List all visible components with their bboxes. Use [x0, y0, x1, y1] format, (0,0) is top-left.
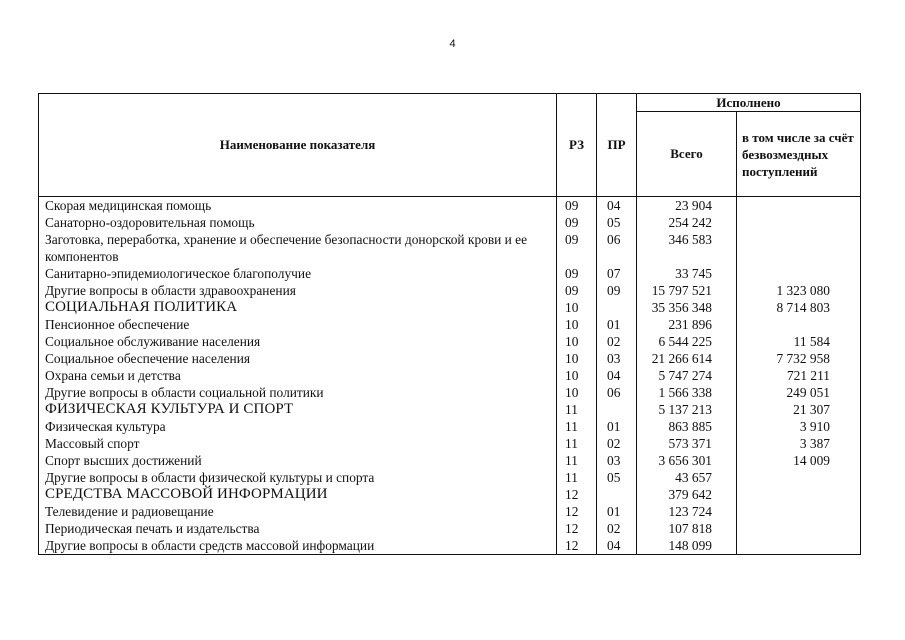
table-body	[39, 197, 861, 555]
row-rz-code: 11	[557, 435, 597, 452]
row-rz-code: 11	[557, 469, 597, 486]
table-row	[39, 265, 861, 282]
row-gratuitous	[737, 197, 861, 215]
row-rz-code: 12	[557, 520, 597, 537]
row-total: 15 797 521	[637, 282, 737, 299]
row-gratuitous	[737, 214, 861, 231]
row-gratuitous: 8 714 803	[737, 299, 861, 316]
row-name: Периодическая печать и издательства	[39, 520, 557, 537]
row-total: 3 656 301	[637, 452, 737, 469]
row-gratuitous: 249 051	[737, 384, 861, 401]
row-gratuitous: 11 584	[737, 333, 861, 350]
row-gratuitous: 1 323 080	[737, 282, 861, 299]
row-total: 43 657	[637, 469, 737, 486]
table-row	[39, 333, 861, 350]
table-row	[39, 282, 861, 299]
row-pr-code: 03	[597, 350, 637, 367]
row-rz-code: 10	[557, 299, 597, 316]
table-row	[39, 214, 861, 231]
row-rz-code: 10	[557, 367, 597, 384]
row-name: Физическая культура	[39, 418, 557, 435]
row-name: Социальное обеспечение населения	[39, 350, 557, 367]
row-rz-code: 12	[557, 537, 597, 555]
row-rz-code: 12	[557, 486, 597, 503]
budget-execution-table	[38, 93, 861, 555]
row-name: Телевидение и радиовещание	[39, 503, 557, 520]
row-gratuitous	[737, 503, 861, 520]
row-pr-code: 05	[597, 469, 637, 486]
row-rz-code: 10	[557, 316, 597, 333]
row-gratuitous: 7 732 958	[737, 350, 861, 367]
table-row	[39, 401, 861, 418]
table-row	[39, 486, 861, 503]
header-gratuitous: в том числе за счёт безвозмездных поступлений	[737, 112, 861, 197]
row-gratuitous: 3 910	[737, 418, 861, 435]
header-total: Всего	[637, 112, 737, 197]
table-row	[39, 367, 861, 384]
row-rz-code: 10	[557, 333, 597, 350]
row-pr-code: 01	[597, 503, 637, 520]
row-rz-code: 11	[557, 452, 597, 469]
row-name: Спорт высших достижений	[39, 452, 557, 469]
row-name: Санаторно-оздоровительная помощь	[39, 214, 557, 231]
header-pr: ПР	[597, 94, 637, 197]
row-pr-code: 06	[597, 231, 637, 265]
row-rz-code: 12	[557, 503, 597, 520]
row-name: Другие вопросы в области здравоохранения	[39, 282, 557, 299]
row-name: Скорая медицинская помощь	[39, 197, 557, 215]
row-gratuitous	[737, 469, 861, 486]
table-row	[39, 469, 861, 486]
row-total: 5 137 213	[637, 401, 737, 418]
row-pr-code: 09	[597, 282, 637, 299]
table-row	[39, 384, 861, 401]
row-pr-code: 03	[597, 452, 637, 469]
row-rz-code: 10	[557, 384, 597, 401]
row-total: 23 904	[637, 197, 737, 215]
row-name: Заготовка, переработка, хранение и обеспечение безопасности донорской крови и ее компонентов	[39, 231, 557, 265]
row-total: 6 544 225	[637, 333, 737, 350]
row-total: 5 747 274	[637, 367, 737, 384]
row-gratuitous: 3 387	[737, 435, 861, 452]
table-row	[39, 435, 861, 452]
row-pr-code: 06	[597, 384, 637, 401]
row-pr-code: 04	[597, 367, 637, 384]
row-rz-code: 09	[557, 197, 597, 215]
row-total: 107 818	[637, 520, 737, 537]
row-total: 33 745	[637, 265, 737, 282]
row-pr-code: 07	[597, 265, 637, 282]
table-row	[39, 299, 861, 316]
page-number: 4	[449, 38, 456, 50]
row-gratuitous: 21 307	[737, 401, 861, 418]
row-name: Другие вопросы в области социальной политики	[39, 384, 557, 401]
table-row	[39, 503, 861, 520]
header-rz: РЗ	[557, 94, 597, 197]
row-rz-code: 09	[557, 282, 597, 299]
row-pr-code	[597, 401, 637, 418]
row-rz-code: 11	[557, 401, 597, 418]
row-gratuitous	[737, 316, 861, 333]
table-row	[39, 231, 861, 265]
table-row	[39, 197, 861, 215]
row-name: Охрана семьи и детства	[39, 367, 557, 384]
row-pr-code: 02	[597, 333, 637, 350]
row-gratuitous: 721 211	[737, 367, 861, 384]
row-pr-code: 02	[597, 435, 637, 452]
row-pr-code: 04	[597, 197, 637, 215]
row-total: 1 566 338	[637, 384, 737, 401]
table-row	[39, 537, 861, 555]
row-total: 573 371	[637, 435, 737, 452]
row-total: 346 583	[637, 231, 737, 265]
row-gratuitous	[737, 486, 861, 503]
row-gratuitous	[737, 265, 861, 282]
table-row	[39, 418, 861, 435]
row-total: 254 242	[637, 214, 737, 231]
table-header	[39, 94, 861, 197]
row-rz-code: 09	[557, 231, 597, 265]
row-name: ФИЗИЧЕСКАЯ КУЛЬТУРА И СПОРТ	[39, 401, 557, 418]
row-pr-code	[597, 299, 637, 316]
row-total: 863 885	[637, 418, 737, 435]
row-rz-code: 09	[557, 214, 597, 231]
row-name: СОЦИАЛЬНАЯ ПОЛИТИКА	[39, 299, 557, 316]
table-row	[39, 350, 861, 367]
row-name: Санитарно-эпидемиологическое благополучие	[39, 265, 557, 282]
row-pr-code: 02	[597, 520, 637, 537]
row-name: Массовый спорт	[39, 435, 557, 452]
row-gratuitous	[737, 537, 861, 555]
header-indicator-name: Наименование показателя	[39, 94, 557, 197]
table-row	[39, 316, 861, 333]
row-gratuitous	[737, 231, 861, 265]
row-total: 148 099	[637, 537, 737, 555]
row-pr-code	[597, 486, 637, 503]
row-name: Другие вопросы в области физической культуры и спорта	[39, 469, 557, 486]
row-total: 379 642	[637, 486, 737, 503]
row-name: СРЕДСТВА МАССОВОЙ ИНФОРМАЦИИ	[39, 486, 557, 503]
row-name: Социальное обслуживание населения	[39, 333, 557, 350]
row-total: 231 896	[637, 316, 737, 333]
row-rz-code: 11	[557, 418, 597, 435]
row-pr-code: 05	[597, 214, 637, 231]
row-total: 123 724	[637, 503, 737, 520]
row-pr-code: 04	[597, 537, 637, 555]
row-pr-code: 01	[597, 418, 637, 435]
row-total: 21 266 614	[637, 350, 737, 367]
row-pr-code: 01	[597, 316, 637, 333]
row-rz-code: 09	[557, 265, 597, 282]
table-row	[39, 520, 861, 537]
row-total: 35 356 348	[637, 299, 737, 316]
row-name: Пенсионное обеспечение	[39, 316, 557, 333]
row-gratuitous	[737, 520, 861, 537]
row-name: Другие вопросы в области средств массовой информации	[39, 537, 557, 555]
row-gratuitous: 14 009	[737, 452, 861, 469]
row-rz-code: 10	[557, 350, 597, 367]
header-executed: Исполнено	[637, 94, 861, 112]
table-row	[39, 452, 861, 469]
